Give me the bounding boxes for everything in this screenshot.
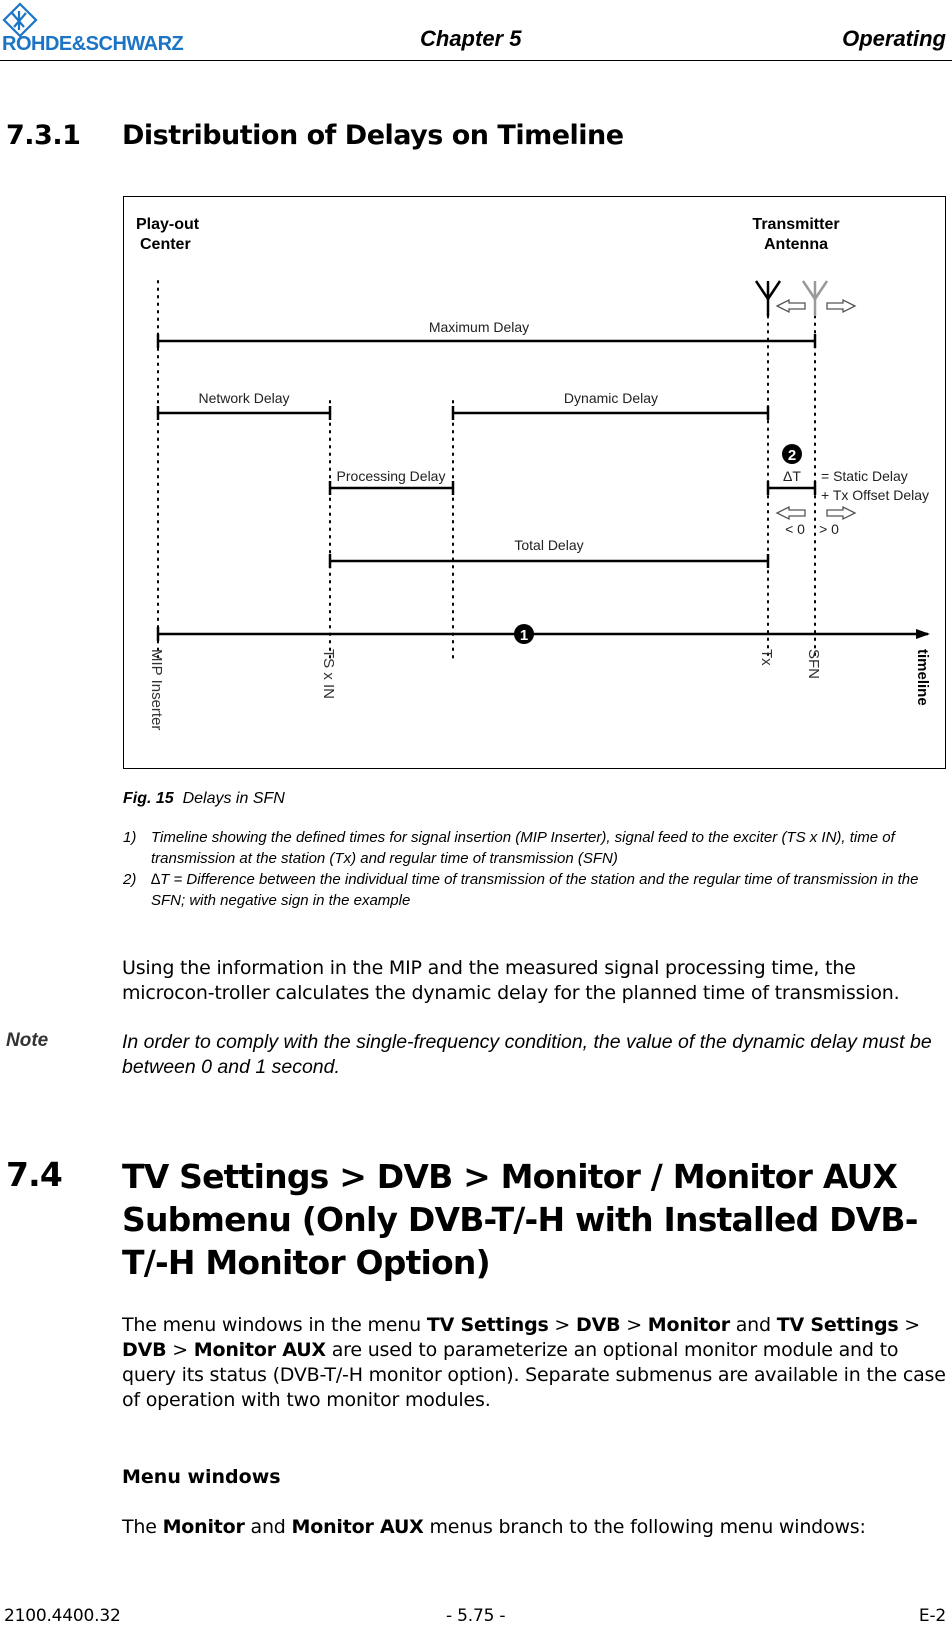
header-chapter: Chapter 5: [420, 26, 522, 51]
dynamic-delay-label: Dynamic Delay: [563, 390, 659, 406]
playout-label-2: Center: [140, 236, 191, 253]
positive-arrow-icon: [827, 507, 855, 519]
logo-text: ROHDE&SCHWARZ: [2, 33, 184, 55]
chapter-section-title: TV Settings > DVB > Monitor / Monitor AUX Submenu (Only DVB-T/-H with Installed DVB-T/-H Monitor Option): [122, 1157, 918, 1282]
footnote-2: [123, 869, 949, 911]
tx-label: Tx: [758, 649, 775, 666]
footer-doc-number: 2100.4400.32: [4, 1606, 121, 1626]
left-outline-arrow-icon: [777, 300, 805, 312]
sfn-antenna-icon: [803, 281, 827, 316]
playout-label-1: Play-out: [136, 216, 200, 233]
marker-2-label: 2: [787, 447, 797, 464]
footnote-text: Timeline showing the defined times for signal insertion (MIP Inserter), signal feed to the exciter (TS x IN), time of transmission at the station (Tx) and regular time of transmission (SFN): [151, 829, 895, 867]
delay-diagram: [123, 196, 946, 769]
static-delay-label: = Static Delay: [821, 468, 908, 484]
figure-caption-text: Delays in SFN: [182, 790, 285, 807]
footnote-number: 1): [123, 829, 137, 846]
footnote-number: 2): [123, 871, 137, 888]
chapter-section-number: 7.4: [6, 1155, 63, 1194]
header-rule: [0, 60, 952, 61]
footer-page-number: - 5.75 -: [446, 1606, 506, 1626]
note-label: Note: [6, 1030, 49, 1051]
negative-arrow-icon: [777, 507, 805, 519]
figure-caption-label: Fig. 15: [123, 790, 174, 807]
footer-edition: E-2: [918, 1606, 946, 1626]
timeline-label: timeline: [914, 649, 931, 706]
footnote-1: [123, 827, 949, 869]
less-than-zero-label: < 0: [785, 521, 805, 537]
maximum-delay-label: Maximum Delay: [428, 319, 530, 335]
sfn-label: SFN: [805, 649, 822, 679]
tx-offset-delay-label: + Tx Offset Delay: [821, 487, 930, 503]
greater-than-zero-label: > 0: [819, 521, 839, 537]
header-section: Operating: [842, 26, 946, 51]
network-delay-label: Network Delay: [198, 390, 290, 406]
paragraph-menu-windows: The menu windows in the menu TV Settings > DVB > Monitor and TV Settings > DVB > Monitor AUX are used to parameterize an optional monitor module and to query its status (DVB-T/-H monitor option). Separate submenus are available in the case of operation with two monitor modules.: [122, 1314, 946, 1411]
section-number: 7.3.1: [6, 120, 81, 151]
processing-delay-label: Processing Delay: [336, 468, 446, 484]
rohde-schwarz-logo: [2, 2, 224, 56]
delta-t-label: ΔT: [783, 468, 801, 484]
marker-1-label: 1: [519, 627, 529, 644]
transmitter-label-1: Transmitter: [752, 216, 840, 233]
paragraph-dynamic-delay: Using the information in the MIP and the measured signal processing time, the microcon-troller calculates the dynamic delay for the planned time of transmission.: [122, 957, 900, 1004]
transmitter-label-2: Antenna: [764, 236, 828, 253]
tx-antenna-icon: [756, 281, 780, 316]
footnote-text: ∆T = Difference between the individual time of transmission of the station and the regular time of transmission in the SFN; with negative sign in the example: [151, 871, 919, 909]
total-delay-label: Total Delay: [514, 537, 584, 553]
note-text: In order to comply with the single-frequency condition, the value of the dynamic delay must be between 0 and 1 second.: [122, 1031, 932, 1078]
ts-x-in-label: TS x IN: [320, 649, 337, 700]
menu-windows-heading: Menu windows: [122, 1466, 281, 1488]
section-title: Distribution of Delays on Timeline: [122, 120, 624, 151]
right-outline-arrow-icon: [827, 300, 855, 312]
paragraph-branches: The Monitor and Monitor AUX menus branch to the following menu windows:: [122, 1516, 866, 1538]
mip-inserter-label: MIP Inserter: [148, 649, 165, 731]
figure-caption: [123, 790, 285, 808]
